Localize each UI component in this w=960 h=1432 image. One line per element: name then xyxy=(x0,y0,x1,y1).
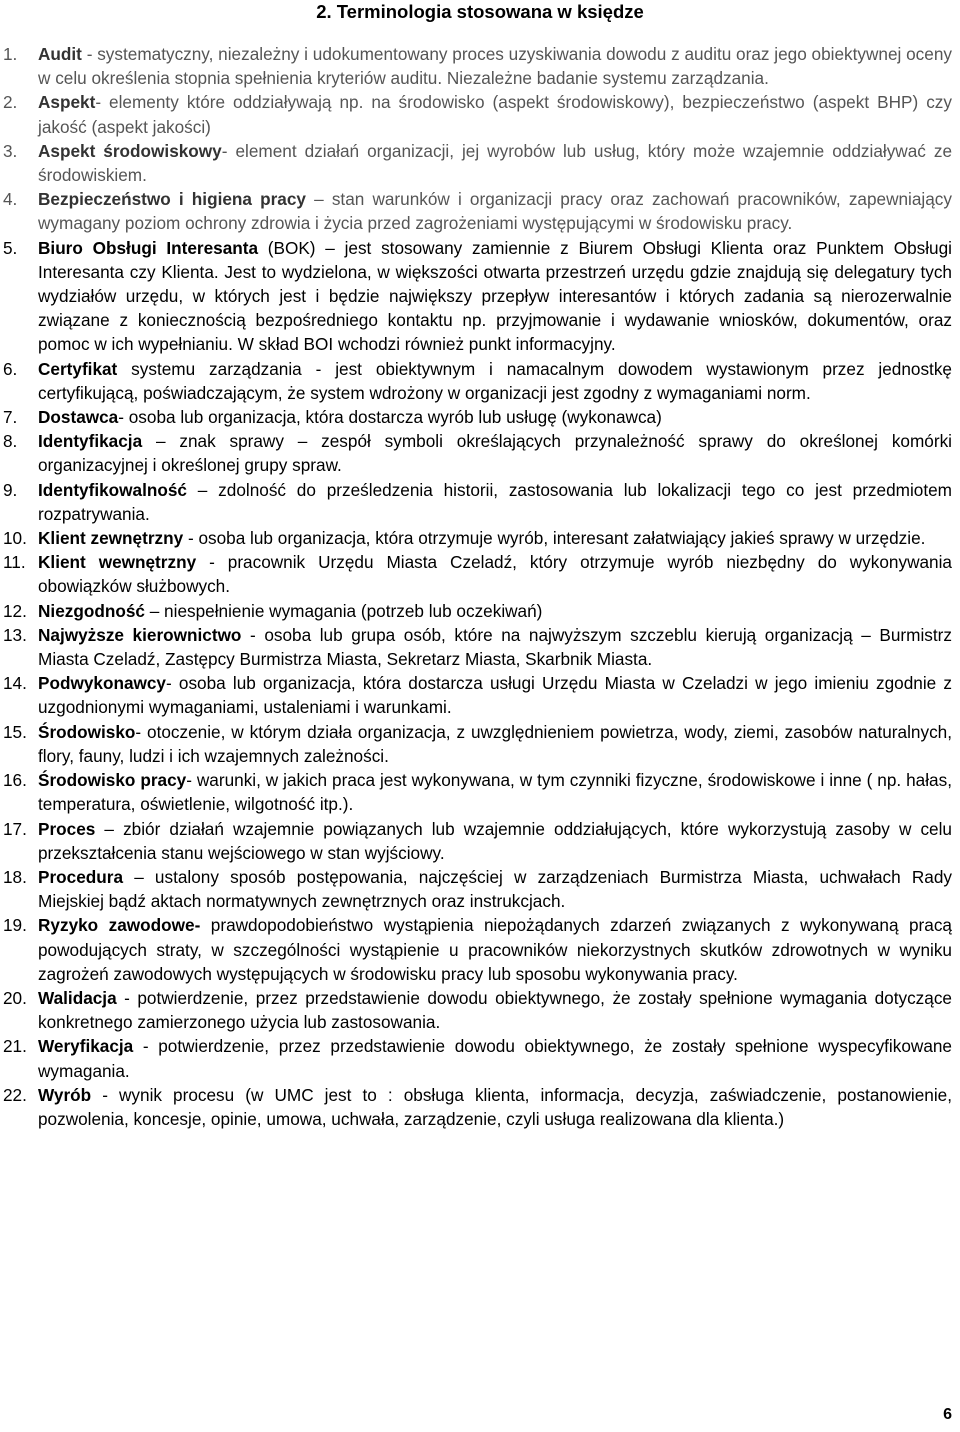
list-item xyxy=(0,986,960,1034)
item-body xyxy=(38,431,952,475)
item-definition: - potwierdzenie, przez przedstawienie dowodu obiektywnego, że zostały spełnione wyspecyfikowane wymagania. xyxy=(38,1036,952,1081)
item-definition: – zdolność do prześledzenia historii, zastosowania lub lokalizacji tego co jest przedmiotem rozpatrywania. xyxy=(38,479,952,524)
list-item xyxy=(0,1083,960,1131)
item-body xyxy=(38,770,952,814)
item-term: Audit xyxy=(38,44,82,64)
item-body xyxy=(38,1085,952,1129)
item-number: 19. xyxy=(3,915,27,936)
item-definition: - osoba lub organizacja, która dostarcza wyrób lub usługę (wykonawca) xyxy=(118,407,662,428)
item-body xyxy=(38,407,662,427)
item-body xyxy=(38,92,952,136)
item-number: 22. xyxy=(3,1084,27,1105)
item-body xyxy=(38,528,925,548)
list-item xyxy=(0,90,960,138)
item-term: Identyfikowalność xyxy=(38,479,187,500)
item-body xyxy=(38,915,952,983)
item-definition: - otoczenie, w którym działa organizacja, z uwzględnieniem powietrza, wody, ziemi, zasobów naturalnych, flory, fauny, ludzi i ich wzajemnych zależności. xyxy=(38,721,952,766)
item-number: 16. xyxy=(3,770,27,791)
list-item xyxy=(0,720,960,768)
item-definition: – znak sprawy – zespół symboli określających przynależność sprawy do określonej komórki organizacyjnej i określonej grupy spraw. xyxy=(38,431,952,476)
item-number: 10. xyxy=(3,528,27,549)
item-term: Biuro Obsługi Interesanta xyxy=(38,237,259,258)
item-number: 4. xyxy=(3,189,18,210)
item-term: Ryzyko zawodowe- xyxy=(38,915,201,936)
item-definition: - warunki, w jakich praca jest wykonywana, w tym czynniki fizyczne, środowiskowe i inne ( np. hałas, temperatura, oświetlenie, wilgotność itp.). xyxy=(38,770,952,815)
item-term: Klient zewnętrzny xyxy=(38,528,184,549)
item-term: Niezgodność xyxy=(38,600,145,621)
item-body xyxy=(38,673,952,717)
item-definition: - pracownik Urzędu Miasta Czeladź, który otrzymuje wyrób niezbędny do wykonywania obowiązków służbowych. xyxy=(38,552,952,597)
item-number: 18. xyxy=(3,866,27,887)
item-body xyxy=(38,480,952,524)
item-term: Walidacja xyxy=(38,987,117,1008)
item-definition: – niespełnienie wymagania (potrzeb lub oczekiwań) xyxy=(144,600,543,621)
list-item xyxy=(0,599,960,623)
list-item xyxy=(0,865,960,913)
item-body xyxy=(38,44,952,88)
list-item xyxy=(0,550,960,598)
list-item xyxy=(0,623,960,671)
item-number: 20. xyxy=(3,987,27,1008)
item-number: 11. xyxy=(3,552,26,573)
item-term: Certyfikat xyxy=(38,358,118,379)
list-item xyxy=(0,913,960,986)
item-body xyxy=(38,625,952,669)
item-term: Bezpieczeństwo i higiena pracy xyxy=(38,189,306,210)
item-term: Wyrób xyxy=(38,1084,92,1105)
item-definition: – stan warunków i organizacji pracy oraz zachowań pracowników, zapewniający wymagany poziom ochrony zdrowia i życia przed zagrożeniami występującymi w środowisku pracy. xyxy=(38,189,952,234)
item-body xyxy=(38,359,952,403)
item-definition: – ustalony sposób postępowania, najczęściej w zarządzeniach Burmistrza Miasta, uchwałach Rady Miejskiej bądź aktach normatywnych zewnętrznych oraz instrukcjach. xyxy=(38,866,952,912)
item-number: 12. xyxy=(3,600,27,621)
item-term: Proces xyxy=(38,818,96,839)
list-item xyxy=(0,42,960,90)
page-number: 6 xyxy=(943,1406,952,1423)
list-item xyxy=(0,139,960,187)
item-body xyxy=(38,601,542,621)
item-number: 15. xyxy=(3,721,27,742)
item-number: 7. xyxy=(3,407,18,428)
item-definition: - elementy które oddziaływają np. na środowisko (aspekt środowiskowy), bezpieczeństwo (aspekt BHP) czy jakość (aspekt jakości) xyxy=(38,92,952,137)
item-term: Środowisko xyxy=(38,721,136,742)
item-body xyxy=(38,867,952,911)
item-number: 1. xyxy=(3,44,18,64)
list-item xyxy=(0,526,960,550)
item-body xyxy=(38,722,952,766)
page-title: 2. Terminologia stosowana w księdze xyxy=(316,1,644,22)
item-number: 2. xyxy=(3,92,18,113)
list-item xyxy=(0,429,960,477)
item-term: Procedura xyxy=(38,866,124,887)
list-item xyxy=(0,405,960,429)
list-item xyxy=(0,671,960,719)
item-definition: - potwierdzenie, przez przedstawienie dowodu obiektywnego, że zostały spełnione wymagania dotyczące konkretnego zamierzonego użycia lub zastosowania. xyxy=(38,987,952,1033)
item-definition: - osoba lub grupa osób, które na najwyższym szczeblu kierują organizacją – Burmistrz Miasta Czeladź, Zastępcy Burmistrza Miasta, Sekretarz Miasta, Skarbnik Miasta. xyxy=(38,624,952,670)
item-body xyxy=(38,189,952,233)
item-term: Najwyższe kierownictwo xyxy=(38,624,242,645)
item-definition: - osoba lub organizacja, która otrzymuje wyrób, interesant załatwiający jakieś sprawy w urzędzie. xyxy=(183,528,926,549)
item-body xyxy=(38,819,952,863)
item-term: Środowisko pracy xyxy=(38,770,187,791)
item-definition: - wynik procesu (w UMC jest to : obsługa klienta, informacja, decyzja, zaświadczenie, postanowienie, pozwolenia, koncesje, opinie, umowa, uchwała, zarządzenie, czyli usługa realizowana dla klienta.) xyxy=(38,1084,952,1129)
item-body xyxy=(38,1036,952,1080)
item-number: 17. xyxy=(3,818,27,839)
item-number: 3. xyxy=(3,140,18,161)
item-definition: – zbiór działań wzajemnie powiązanych lub wzajemnie oddziałujących, które wykorzystują zasoby w celu przekształcenia stanu wejściowego w stan wyjściowy. xyxy=(38,818,952,863)
item-definition: (BOK) – jest stosowany zamiennie z Biurem Obsługi Klienta oraz Punktem Obsługi Interesanta czy Klienta. Jest to wydzielona, w większości otwarta przestrzeń urzędu gdzie znajdują się delegatury tych wydziałów urzędu, w których jest i będzie największy przepływ interesantów i których zadania są nierozerwalnie związane z koniecznością bezpośredniego kontaktu np. przyjmowanie i wydawanie wniosków, dokumentów, oraz pomoc w ich wypełnianiu. W skład BOI wchodzi również punkt informacyjny. xyxy=(38,237,952,355)
list-item xyxy=(0,817,960,865)
item-body xyxy=(38,238,952,355)
item-definition: systemu zarządzania - jest obiektywnym i namacalnym dowodem wystawionym przez jednostkę certyfikującą, poświadczającym, że system wdrożony w organizacji jest zgodny z wymaganiami norm. xyxy=(38,358,952,403)
item-term: Identyfikacja xyxy=(38,431,143,452)
item-number: 14. xyxy=(3,673,27,694)
item-number: 5. xyxy=(3,237,18,258)
item-term: Aspekt xyxy=(38,92,96,113)
item-term: Aspekt środowiskowy xyxy=(38,140,222,161)
item-body xyxy=(38,141,952,185)
item-number: 21. xyxy=(3,1036,27,1057)
item-number: 8. xyxy=(3,431,18,452)
item-term: Weryfikacja xyxy=(38,1036,134,1057)
list-item xyxy=(0,236,960,357)
item-term: Dostawca xyxy=(38,407,119,428)
terminology-list xyxy=(0,42,960,1131)
item-definition: - osoba lub organizacja, która dostarcza usługi Urzędu Miasta w Czeladzi w jego imieniu zgodnie z uzgodnionymi wymaganiami, ustaleniami i warunkami. xyxy=(38,673,952,718)
item-number: 13. xyxy=(3,624,27,645)
item-body xyxy=(38,552,952,596)
item-term: Podwykonawcy xyxy=(38,673,166,694)
list-item xyxy=(0,357,960,405)
item-number: 6. xyxy=(3,358,18,379)
item-term: Klient wewnętrzny xyxy=(38,552,197,573)
item-body xyxy=(38,988,952,1032)
item-number: 9. xyxy=(3,479,18,500)
item-definition: - element działań organizacji, jej wyrobów lub usług, który może wzajemnie oddziaływać ze środowiskiem. xyxy=(38,140,952,186)
item-definition: prawdopodobieństwo wystąpienia niepożądanych zdarzeń związanych z wykonywaną pracą powodujących straty, w szczególności wystąpienie u pracowników niekorzystnych skutków zdrowotnych w wyniku zagrożeń zawodowych występujących w środowisku pracy lub sposobu wykonywania pracy. xyxy=(38,915,952,984)
list-item xyxy=(0,768,960,816)
list-item xyxy=(0,187,960,235)
list-item xyxy=(0,1034,960,1082)
item-definition: - systematyczny, niezależny i udokumentowany proces uzyskiwania dowodu z auditu oraz jego obiektywnej oceny w celu określenia stopnia spełnienia kryteriów auditu. Niezależne badanie systemu zarządzania. xyxy=(38,44,952,89)
list-item xyxy=(0,478,960,526)
